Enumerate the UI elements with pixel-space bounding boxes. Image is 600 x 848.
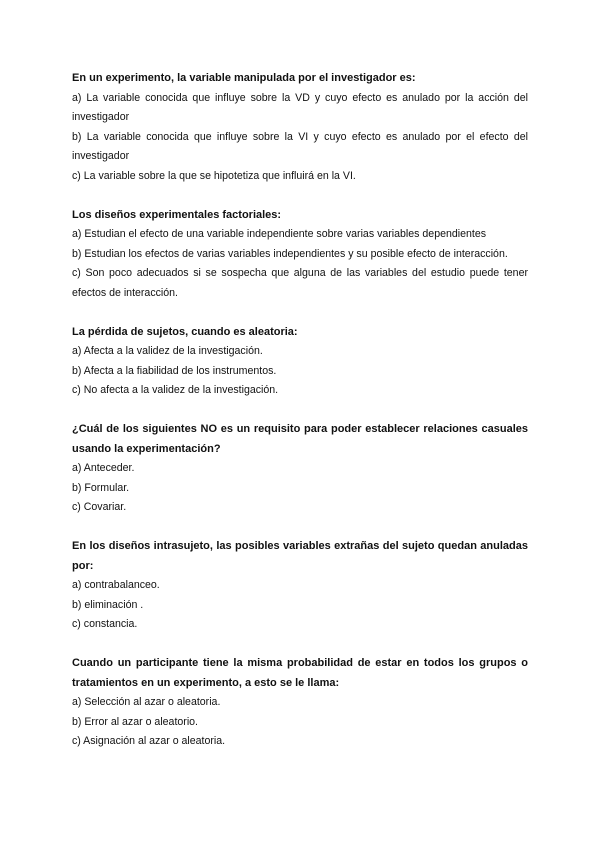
question-title: La pérdida de sujetos, cuando es aleatoria: — [72, 325, 298, 338]
option-c: c) constancia. — [72, 618, 138, 630]
option-a: a) Afecta a la validez de la investigación. — [72, 345, 263, 357]
option-b: b) Formular. — [72, 481, 130, 494]
option-a: a) Selección al azar o aleatoria. — [72, 696, 221, 708]
option-b: b) Error al azar o aleatorio. — [72, 715, 199, 728]
option-b: b) Afecta a la fiabilidad de los instrumentos. — [72, 364, 277, 377]
option-a: a) La variable conocida que influye sobre la VD y cuyo efecto es anulado por la acción del investigador — [72, 91, 528, 123]
question-title: ¿Cuál de los siguientes NO es un requisito para poder establecer relaciones casuales usando la experimentación? — [72, 423, 528, 455]
option-b: b) La variable conocida que influye sobre la VI y cuyo efecto es anulado por el efecto del investigador — [72, 130, 528, 162]
option-a: a) Anteceder. — [72, 462, 135, 474]
question-title: En los diseños intrasujeto, las posibles variables extrañas del sujeto quedan anuladas por: — [72, 540, 528, 572]
option-b: b) Estudian los efectos de varias variables independientes y su posible efecto de interacción. — [72, 247, 508, 260]
option-c: c) No afecta a la validez de la investigación. — [72, 384, 279, 396]
option-c: c) Covariar. — [72, 501, 127, 513]
option-b: b) eliminación . — [72, 598, 144, 611]
question-title: Los diseños experimentales factoriales: — [72, 208, 282, 221]
question-1 — [72, 69, 528, 186]
question-6 — [72, 654, 528, 752]
option-a: a) Estudian el efecto de una variable independiente sobre varias variables dependientes — [72, 228, 487, 240]
question-3 — [72, 323, 528, 401]
option-c: c) Asignación al azar o aleatoria. — [72, 735, 226, 747]
option-c: c) La variable sobre la que se hipotetiza que influirá en la VI. — [72, 169, 356, 182]
option-c: c) Son poco adecuados si se sospecha que alguna de las variables del estudio puede tener efectos de interacción. — [72, 267, 528, 299]
option-a: a) contrabalanceo. — [72, 579, 160, 591]
question-5 — [72, 537, 528, 635]
question-2 — [72, 206, 528, 304]
question-4 — [72, 420, 528, 518]
question-title: En un experimento, la variable manipulada por el investigador es: — [72, 72, 416, 84]
question-title: Cuando un participante tiene la misma probabilidad de estar en todos los grupos o tratamientos en un experimento, a esto se le llama: — [72, 657, 528, 689]
